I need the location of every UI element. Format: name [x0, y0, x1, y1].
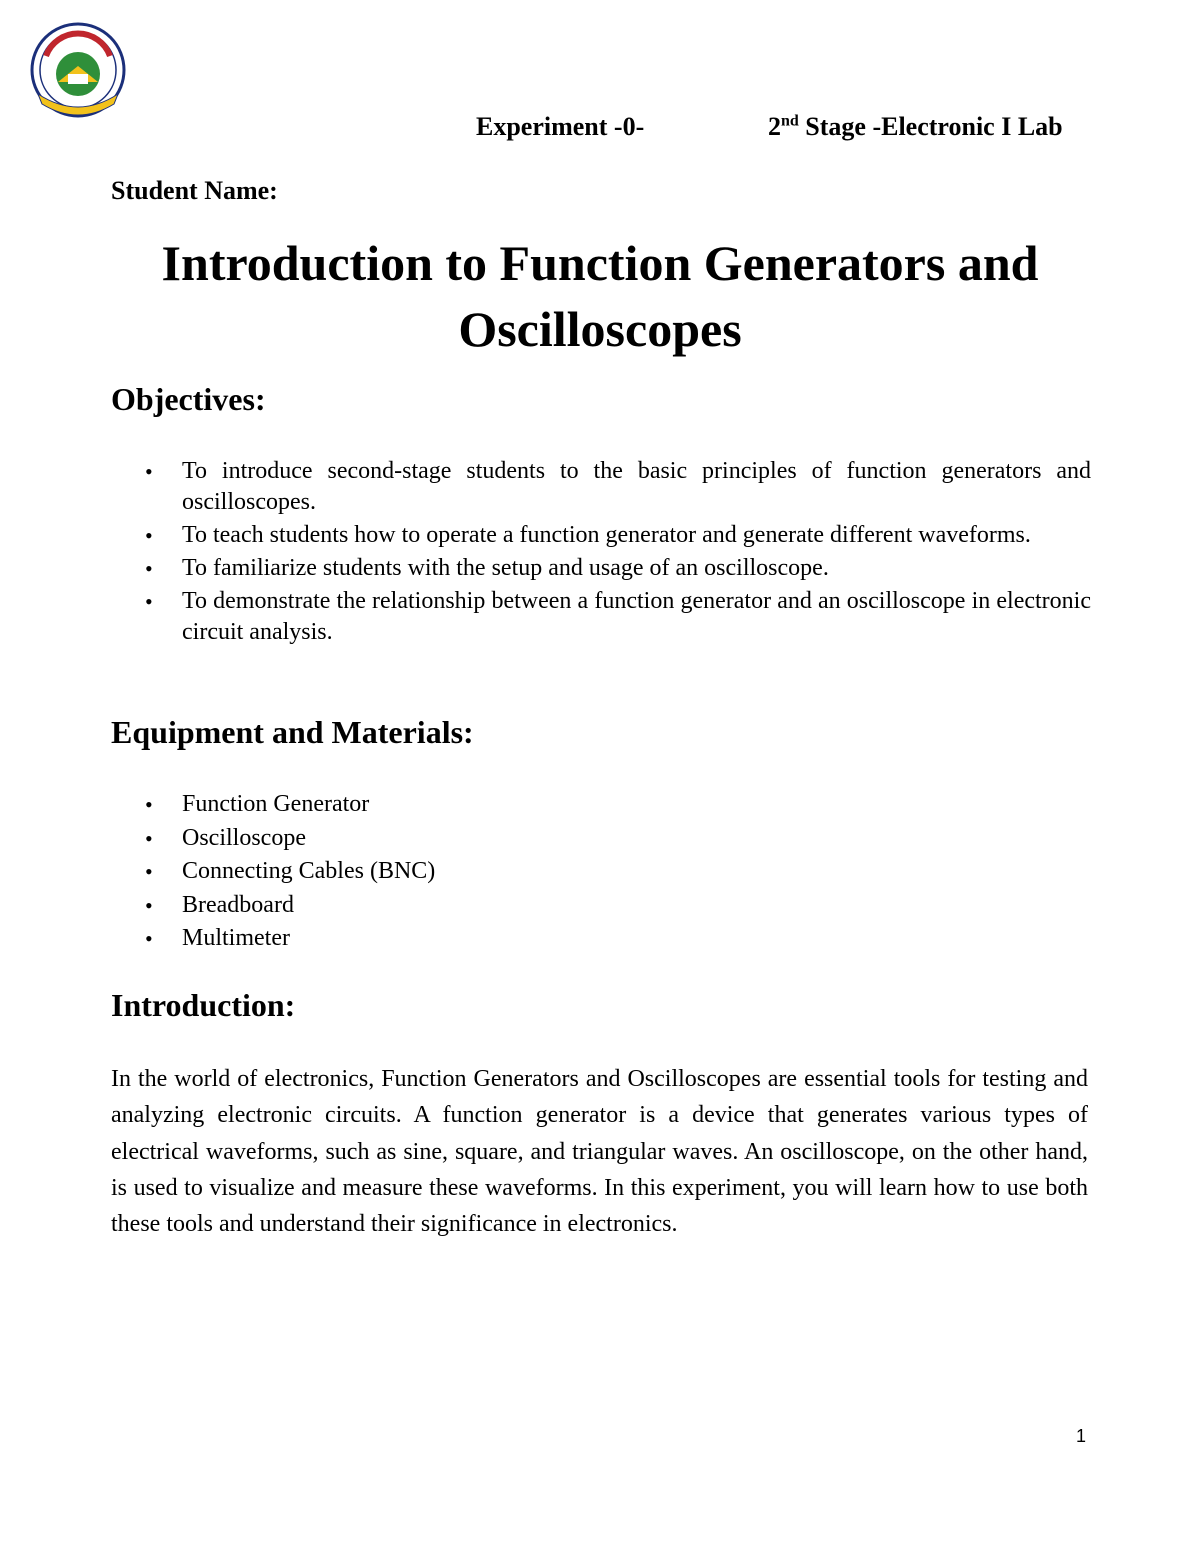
bullet-icon: •	[145, 459, 153, 484]
equipment-heading: Equipment and Materials:	[111, 714, 474, 750]
objective-text: To introduce second-stage students to the basic principles of function generators and oscilloscopes.	[182, 458, 1091, 515]
equipment-text: Function Generator	[182, 791, 370, 817]
title-line-2: Oscilloscopes	[458, 301, 742, 357]
objectives-heading: Objectives:	[111, 381, 266, 417]
title-line-1: Introduction to Function Generators and	[161, 235, 1039, 291]
bullet-icon: •	[145, 892, 153, 918]
objective-text: To familiarize students with the setup and usage of an oscilloscope.	[182, 555, 829, 581]
objective-text: To teach students how to operate a function generator and generate different waveforms.	[182, 522, 1031, 548]
objectives-list	[111, 456, 1091, 650]
bullet-icon: •	[145, 859, 153, 884]
bullet-icon: •	[145, 825, 153, 851]
equipment-text: Connecting Cables (BNC)	[182, 858, 436, 884]
introduction-heading: Introduction:	[111, 987, 296, 1023]
bullet-icon: •	[145, 792, 153, 817]
list-item	[111, 922, 1091, 956]
list-item	[111, 553, 1091, 584]
equipment-text: Oscilloscope	[182, 824, 306, 851]
experiment-label: Experiment -0-	[476, 112, 645, 141]
page-title	[100, 230, 1100, 362]
list-item	[111, 456, 1091, 518]
objective-text: To demonstrate the relationship between a function generator and an oscilloscope in electronic circuit analysis.	[182, 588, 1091, 645]
page-number: 1	[1076, 1426, 1087, 1446]
list-item	[111, 822, 1091, 856]
equipment-text: Multimeter	[182, 925, 290, 951]
university-seal-icon	[28, 22, 128, 122]
bullet-icon: •	[145, 926, 153, 951]
list-item	[111, 520, 1091, 551]
bullet-icon: •	[145, 556, 153, 581]
stage-label	[768, 112, 1063, 142]
stage-ordinal: nd	[781, 112, 799, 130]
list-item	[111, 889, 1091, 923]
page-header	[0, 112, 1200, 148]
introduction-paragraph: In the world of electronics, Function Generators and Oscilloscopes are essential tools for testing and analyzing electronic circuits. A function generator is a device that generates various types of electrical waveforms, such as sine, square, and triangular waves. An oscilloscope, on the other hand, is used to visualize and measure these waveforms. In this experiment, you will learn how to use both these tools and understand their significance in electronics.	[111, 1066, 1088, 1238]
list-item	[111, 788, 1091, 822]
list-item	[111, 855, 1091, 889]
stage-course: Stage -Electronic I Lab	[798, 112, 1063, 141]
list-item	[111, 586, 1091, 648]
equipment-list	[111, 788, 1091, 956]
bullet-icon: •	[145, 589, 153, 614]
stage-number: 2	[768, 112, 781, 141]
equipment-text: Breadboard	[182, 891, 294, 918]
bullet-icon: •	[145, 523, 153, 548]
student-name-label: Student Name:	[111, 176, 278, 205]
